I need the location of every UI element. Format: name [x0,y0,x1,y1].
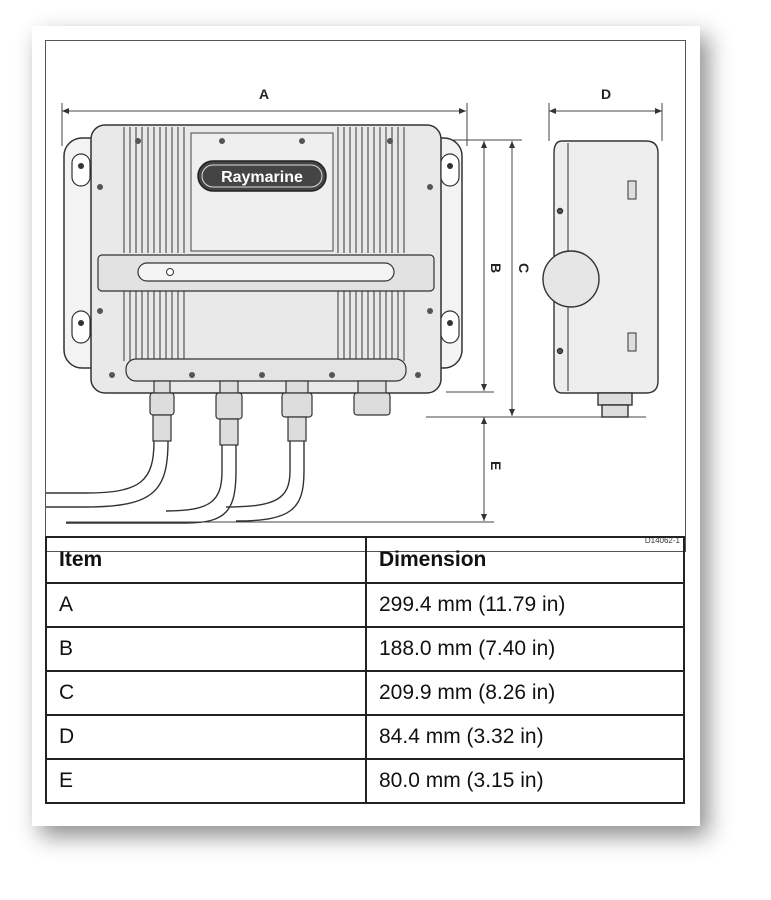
cell-item: B [46,627,366,671]
unit-side-view [543,141,658,417]
dimension-d [549,103,662,141]
header-item: Item [46,537,366,583]
table-row [46,583,684,627]
cell-dimension: 80.0 mm (3.15 in) [366,759,684,803]
label-a: A [258,86,270,102]
connector-1 [150,381,174,441]
dimension-e [66,417,494,522]
dimensions-table [45,536,685,804]
cell-item: E [46,759,366,803]
document-page [32,26,700,826]
cables [46,441,304,523]
label-e: E [488,461,504,471]
dimension-drawing [45,40,686,552]
label-b: B [488,263,504,274]
cell-dimension: 209.9 mm (8.26 in) [366,671,684,715]
connector-2 [216,381,242,445]
cell-item: A [46,583,366,627]
cell-dimension: 188.0 mm (7.40 in) [366,627,684,671]
drawing-code: D14062-1 [644,536,680,545]
table-row [46,715,684,759]
label-c: C [516,263,532,274]
cell-item: C [46,671,366,715]
table-header-row [46,537,684,583]
label-d: D [600,86,612,102]
cell-dimension: 299.4 mm (11.79 in) [366,583,684,627]
svg-text:Raymarine: Raymarine [221,169,303,186]
connector-4 [354,381,390,415]
table-row [46,627,684,671]
connector-3 [282,381,312,441]
raymarine-logo [198,161,326,191]
table-row [46,759,684,803]
cell-item: D [46,715,366,759]
table-row [46,671,684,715]
header-dimension: Dimension [366,537,684,583]
drawing-svg [46,41,685,551]
cell-dimension: 84.4 mm (3.32 in) [366,715,684,759]
